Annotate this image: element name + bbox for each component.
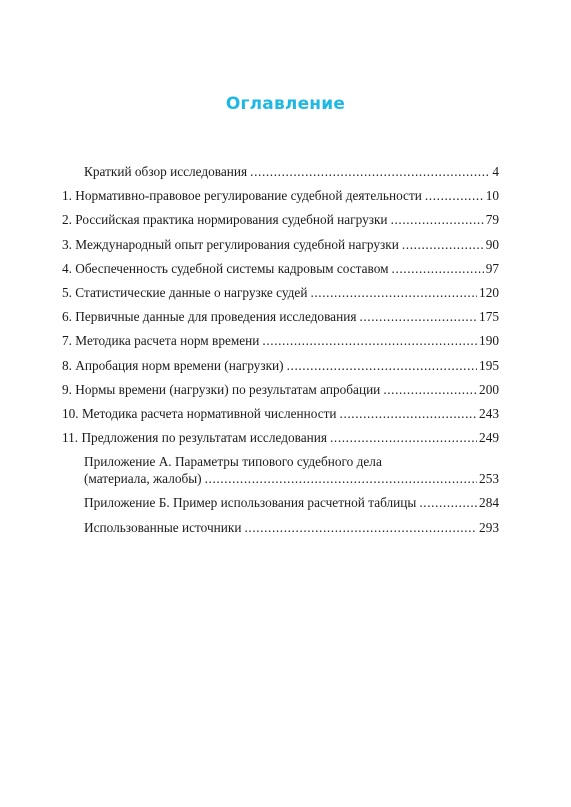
toc-entry-title: 10. Методика расчета нормативной численности — [62, 405, 337, 421]
toc-entry-appendix-a[interactable] — [62, 453, 499, 487]
toc-entry-title: 6. Первичные данные для проведения исследования — [62, 309, 357, 325]
toc-entry-title: 8. Апробация норм времени (нагрузки) — [62, 357, 284, 373]
toc-entry-summary[interactable] — [62, 163, 499, 180]
leader-dots — [244, 519, 477, 536]
toc-entry-page: 175 — [479, 309, 499, 325]
toc-entry-title-line1: Приложение А. Параметры типового судебного дела — [84, 454, 382, 470]
toc-entry-page: 79 — [485, 212, 499, 228]
leader-dots — [262, 332, 477, 349]
leader-dots — [330, 429, 477, 446]
toc-entry-page: 253 — [479, 471, 499, 487]
table-of-contents — [62, 163, 499, 543]
toc-heading: Оглавление — [225, 94, 346, 114]
toc-entry-page: 243 — [479, 405, 499, 421]
toc-entry-page: 10 — [485, 188, 499, 204]
toc-entry-chapter-10[interactable] — [62, 405, 499, 422]
toc-entry-title: 1. Нормативно-правовое регулирование судебной деятельности — [62, 188, 422, 204]
leader-dots — [391, 211, 484, 228]
leader-dots — [359, 308, 477, 325]
toc-entry-title: 11. Предложения по результатам исследования — [62, 430, 327, 446]
leader-dots — [383, 381, 477, 398]
toc-entry-page: 249 — [479, 430, 499, 446]
toc-entry-chapter-4[interactable] — [62, 260, 499, 277]
toc-entry-appendix-b[interactable] — [62, 494, 499, 511]
leader-dots — [250, 163, 490, 180]
toc-entry-title: Приложение Б. Пример использования расчетной таблицы — [84, 495, 417, 511]
toc-entry-title-line2: (материала, жалобы) — [84, 471, 202, 487]
toc-entry-page: 4 — [492, 164, 499, 179]
toc-entry-chapter-3[interactable] — [62, 236, 499, 253]
toc-entry-chapter-11[interactable] — [62, 429, 499, 446]
toc-entry-chapter-1[interactable] — [62, 187, 499, 204]
toc-entry-title: 9. Нормы времени (нагрузки) по результатам апробации — [62, 381, 381, 397]
leader-dots — [340, 405, 478, 422]
toc-entry-title: 3. Международный опыт регулирования судебной нагрузки — [62, 236, 399, 252]
leader-dots — [310, 284, 477, 301]
toc-entry-sources[interactable] — [62, 519, 499, 536]
toc-entry-page: 90 — [485, 236, 499, 252]
toc-entry-page: 293 — [479, 519, 499, 535]
toc-entry-chapter-7[interactable] — [62, 332, 499, 349]
toc-entry-chapter-9[interactable] — [62, 381, 499, 398]
leader-dots — [402, 236, 484, 253]
leader-dots — [287, 357, 477, 374]
leader-dots — [425, 187, 484, 204]
toc-entry-page: 120 — [479, 284, 499, 300]
toc-entry-page: 190 — [479, 333, 499, 349]
leader-dots — [392, 260, 484, 277]
toc-entry-chapter-5[interactable] — [62, 284, 499, 301]
toc-entry-title: Использованные источники — [84, 519, 242, 535]
leader-dots — [419, 494, 477, 511]
toc-entry-title: 4. Обеспеченность судебной системы кадровым составом — [62, 260, 389, 276]
toc-entry-page: 97 — [485, 260, 499, 276]
toc-entry-page: 284 — [479, 495, 499, 511]
toc-entry-title: 2. Российская практика нормирования судебной нагрузки — [62, 212, 388, 228]
toc-entry-chapter-2[interactable] — [62, 211, 499, 228]
toc-entry-chapter-8[interactable] — [62, 357, 499, 374]
toc-entry-title: 7. Методика расчета норм времени — [62, 333, 260, 349]
toc-entry-chapter-6[interactable] — [62, 308, 499, 325]
toc-entry-title: 5. Статистические данные о нагрузке судей — [62, 284, 308, 300]
toc-entry-page: 195 — [479, 357, 499, 373]
toc-entry-title: Краткий обзор исследования — [84, 164, 248, 179]
toc-entry-page: 200 — [479, 381, 499, 397]
leader-dots — [205, 470, 477, 487]
